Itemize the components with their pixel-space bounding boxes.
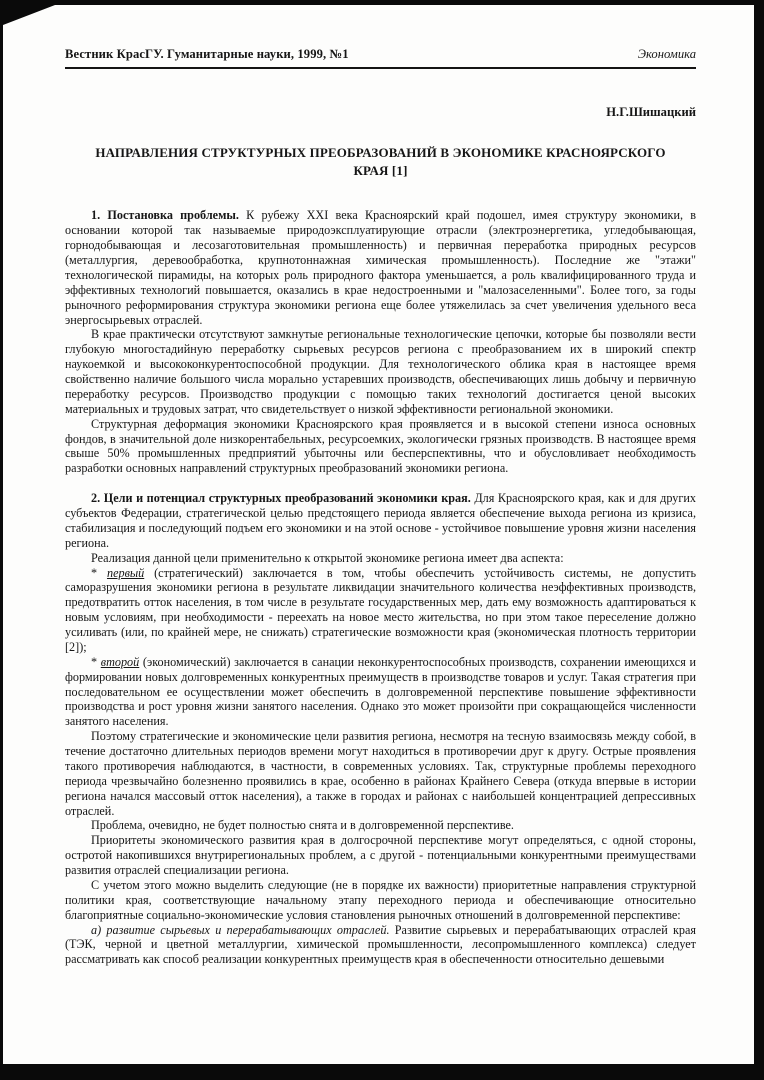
bullet-term: второй (100, 654, 140, 669)
paragraph-bullet (65, 566, 696, 655)
section-label: Экономика (637, 47, 696, 61)
journal-title: Вестник КрасГУ. Гуманитарные науки, 1999, №1 (65, 47, 349, 61)
paragraph-text: К рубежу XXI века Красноярский край подошел, имея структуру экономики, в основании которой так называемые природоэксплуатирующие отрасли (электроэнергетика, угледобывающая, горнодобывающая и лесозаготовительная промышленность) и первичная переработка природных ресурсов (металлургия, деревообработка, крупнотоннажная химическая промышленность). Последние же "этажи" технологической пирамиды, на которых роль природного фактора уменьшается, а роль квалифицированного труда и эффективных технологий повышается, оказались в крае недостроенными и "малозаселенными". Более того, за годы рыночного реформирования структура экономики региона еще более утяжелилась за счет увеличения удельного веса энергосырьевых отраслей. (65, 208, 697, 327)
bullet-term: первый (106, 565, 145, 580)
paragraph-lead: а) развитие сырьевых и перерабатывающих отраслей. (91, 922, 390, 937)
paragraph-text: (стратегический) заключается в том, чтобы обеспечить устойчивость системы, не допустить саморазрушения экономики региона в результате ликвидации значительного количества неэффективных производств, предотвратить отток населения, в том числе в результате государственных мер, дать ему возможность адаптироваться к новым условиям, при необходимости - переехать на новое место жительства, но при этом такое переселение должно усиливать (или, по крайней мере, не снижать) стратегические возможности края (экономическая плотность территории [2]); (65, 565, 697, 654)
paragraph-text: Приоритеты экономического развития края в долгосрочной перспективе могут определяться, с одной стороны, остротой накопившихся внутрирегиональных проблем, а с другой - потенциальными конкурентными преимуществами развития отраслей специализации региона. (65, 833, 696, 877)
paragraph (65, 417, 696, 477)
paragraph-text: Структурная деформация экономики Красноярского края проявляется и в высокой степени износа основных фондов, в значительной доле низкорентабельных, ресурсоемких, экологически грязных производств. В настоящее время свыше 50% промышленных предприятий убыточны или бесперспективны, что и обусловливает необходимость разработки основных направлений структурных преобразований экономики региона. (65, 416, 696, 476)
paragraph-text: Развитие сырьевых и перерабатывающих отраслей края (ТЭК, черной и цветной металлургии, химической промышленности, лесопромышленного комплекса) следует рассматривать как способ реализации конкурентных преимуществ края в обеспеченности относительно дешевыми (65, 922, 696, 967)
bullet-marker: * (91, 565, 107, 580)
paragraph (65, 923, 696, 968)
paragraph (65, 729, 696, 818)
paragraph (65, 327, 696, 416)
bullet-marker: * (91, 654, 101, 669)
paragraph (65, 878, 696, 923)
page-title: НАПРАВЛЕНИЯ СТРУКТУРНЫХ ПРЕОБРАЗОВАНИЙ В ЭКОНОМИКЕ КРАСНОЯРСКОГО КРАЯ [1] (95, 145, 666, 179)
paragraph (65, 833, 696, 878)
paragraph-lead: 2. Цели и потенциал структурных преобразований экономики края. (91, 491, 471, 506)
header-rule (65, 67, 696, 69)
document-page (3, 5, 754, 1064)
article-body (65, 208, 696, 967)
scan-corner-artifact (3, 5, 55, 25)
page-header (65, 47, 696, 62)
paragraph (65, 551, 696, 566)
paragraph-text: С учетом этого можно выделить следующие (не в порядке их важности) приоритетные направления структурной политики края, соответствующие начальному этапу переходного периода и обеспечивающие относительно благоприятные социально-экономические условия становления рыночных отношений в долговременной перспективе: (65, 877, 696, 922)
paragraph-text: Реализация данной цели применительно к открытой экономике региона имеет два аспекта: (91, 550, 564, 565)
page-content (3, 5, 754, 967)
paragraph-text: Поэтому стратегические и экономические цели развития региона, несмотря на тесную взаимосвязь между собой, в течение достаточно длительных периодов времени могут находиться в противоречии друг к другу. Острые проявления такого противоречия наблюдаются, в частности, в современных условиях. Так, структурные проблемы переходного периода чрезвычайно болезненно проявились в крае, особенно в районах Крайнего Севера (откуда впервые в истории региона начался массовый отток населения), а также в городах и районах с наибольшей концентрацией депрессивных отраслей. (65, 729, 696, 818)
paragraph (65, 208, 696, 327)
paragraph-lead: 1. Постановка проблемы. (91, 208, 239, 223)
paragraph (65, 491, 696, 551)
paragraph (65, 818, 696, 833)
paragraph-text: В крае практически отсутствуют замкнутые региональные технологические цепочки, которые бы позволяли вести глубокую многостадийную переработку сырьевых ресурсов региона с преобразованием их в широкий спектр наукоемкой и высококонкурентоспособной продукции. Для технологического облика края в настоящее время свойственно наличие большого числа морально устаревших производств, обеспечивающих лишь добычу и первичную переработку ресурсов. Производство продукции с помощью таких технологий достигается ценой высоких материальных и трудовых затрат, что свидетельствует о низкой эффективности региональной экономики. (65, 327, 696, 416)
paragraph-text: Проблема, очевидно, не будет полностью снята и в долговременной перспективе. (91, 818, 514, 833)
paragraph-text: Для Красноярского края, как и для других субъектов Федерации, стратегической целью предстоящего периода является обеспечение выхода региона из кризиса, стабилизация и последующий подъем его экономики и на этой основе - устойчивое повышение уровня жизни населения региона. (65, 491, 696, 550)
author-name: Н.Г.Шишацкий (606, 105, 696, 119)
paragraph-text: (экономический) заключается в санации неконкурентоспособных производств, сохранении имеющихся и формировании новых долговременных конкурентных преимуществ в производстве товаров и услуг. Такая стратегия при последовательном ее осуществлении может обеспечить в долговременной перспективе повышение эффективности производства и рост уровня жизни занятого населения. Однако это может произойти при сокращающейся численности занятого населения. (65, 654, 697, 729)
paragraph-bullet (65, 655, 696, 729)
